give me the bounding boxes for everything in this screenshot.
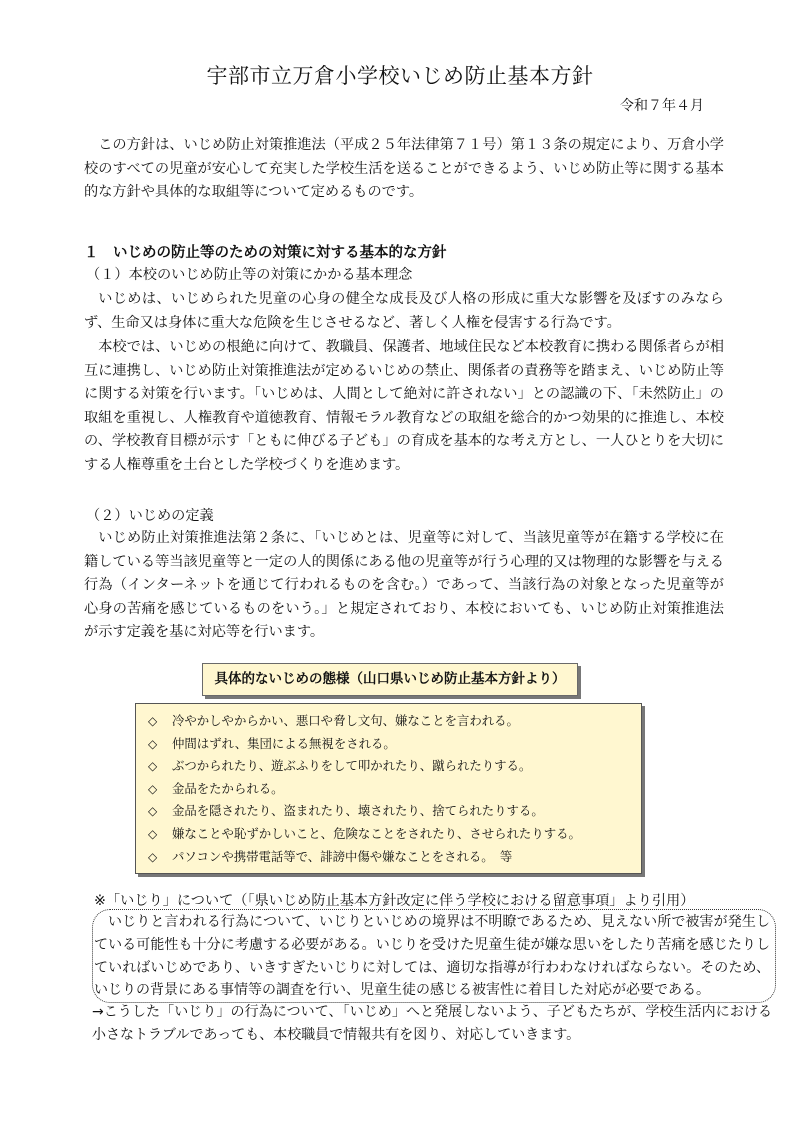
diamond-bullet-icon: ◇ — [148, 759, 158, 774]
list-item: ◇ 金品をたかられる。 — [148, 778, 641, 801]
ijiri-followup: →こうした「いじり」の行為について、「いじめ」へと発展しないよう、子どもたちが、学校生活内における小さなトラブルであっても、本校職員で情報共有を図り、対応していきます。 — [92, 1004, 772, 1043]
list-item: ◇ ぶつかられたり、遊ぶふりをして叩かれたり、蹴られたりする。 — [148, 755, 641, 778]
bullying-examples-title: 具体的ないじめの態様（山口県いじめ防止基本方針より） — [202, 663, 578, 696]
list-item: ◇ 仲間はずれ、集団による無視をされる。 — [148, 733, 641, 756]
diamond-bullet-icon: ◇ — [148, 826, 158, 841]
section-1-2-paragraph: いじめ防止対策推進法第２条に、「いじめとは、児童等に対して、当該児童等が在籍する学校に在籍している等当該児童等と一定の人的関係にある他の児童等が行う心理的又は物理的な影響を与える行為（インターネットを通じて行われるものを含む。）であって、当該行為の対象となった児童等が心身の苦痛を感じているものをいう。」と規定されており、本校においても、いじめ防止対策推進法が示す定義を基に対応等を行います。 — [84, 530, 724, 641]
ijiri-quote-body: いじりと言われる行為について、いじりといじめの境界は不明瞭であるため、見えない所で被害が発生している可能性も十分に考慮する必要がある。いじりを受けた児童生徒が嫌な思いをしたり苦痛を感じたりしていればいじめであり、いきすぎたいじりに対しては、適切な指導が行わわなければならない。そのため、いじりの背景にある事情等の調査を行い、児童生徒の感じる被害性に着目した対応が必要である。 — [94, 914, 770, 999]
diamond-bullet-icon: ◇ — [148, 804, 158, 819]
list-item: ◇ 金品を隠されたり、盗まれたり、壊されたり、捨てられたりする。 — [148, 800, 641, 823]
section-1-1-heading: （１）本校のいじめ防止等の対策にかかる基本理念 — [86, 267, 413, 283]
ijiri-note-heading: ※「いじり」について（「県いじめ防止基本方針改定に伴う学校における留意事項」より引用） — [94, 893, 695, 909]
diamond-bullet-icon: ◇ — [148, 781, 158, 796]
document-date: 令和７年４月 — [620, 98, 704, 114]
diamond-bullet-icon: ◇ — [148, 849, 158, 864]
list-item: ◇ パソコンや携帯電話等で、誹謗中傷や嫌なことをされる。 等 — [148, 846, 641, 869]
bullying-examples-box — [135, 703, 642, 874]
document-title: 宇部市立万倉小学校いじめ防止基本方針 — [206, 64, 594, 88]
section-1-heading: １ いじめの防止等のための対策に対する基本的な方針 — [84, 245, 447, 261]
list-item: ◇ 冷やかしやからかい、悪口や脅し文句、嫌なことを言われる。 — [148, 710, 641, 733]
list-item: ◇ 嫌なことや恥ずかしいこと、危険なことをされたり、させられたりする。 — [148, 823, 641, 846]
section-1-2-heading: （２）いじめの定義 — [86, 508, 214, 524]
section-1-1-paragraph-2: 本校では、いじめの根絶に向けて、教職員、保護者、地域住民など本校教育に携わる関係者らが相互に連携し、いじめ防止対策推進法が定めるいじめの禁止、関係者の責務等を踏まえ、いじめ防止等に関する対策を行います。「いじめは、人間として絶対に許されない」との認識の下、「未然防止」の取組を重視し、人権教育や道徳教育、情報モラル教育などの取組を総合的かつ効果的に推進し、本校の、学校教育目標が示す「ともに伸びる子ども」の育成を基本的な考え方とし、一人ひとりを大切にする人権尊重を土台とした学校づくりを進めます。 — [84, 339, 724, 473]
section-1-1-paragraph-1: いじめは、いじめられた児童の心身の健全な成長及び人格の形成に重大な影響を及ぼすのみならず、生命又は身体に重大な危険を生じさせるなど、著しく人権を侵害する行為です。 — [84, 291, 724, 331]
bullying-examples-list — [136, 704, 641, 868]
intro-paragraph: この方針は、いじめ防止対策推進法（平成２５年法律第７１号）第１３条の規定により、万倉小学校のすべての児童が安心して充実した学校生活を送ることができるよう、いじめ防止等に関する基本的な方針や具体的な取組等について定めるものです。 — [84, 137, 724, 201]
diamond-bullet-icon: ◇ — [148, 714, 158, 728]
diamond-bullet-icon: ◇ — [148, 736, 158, 751]
